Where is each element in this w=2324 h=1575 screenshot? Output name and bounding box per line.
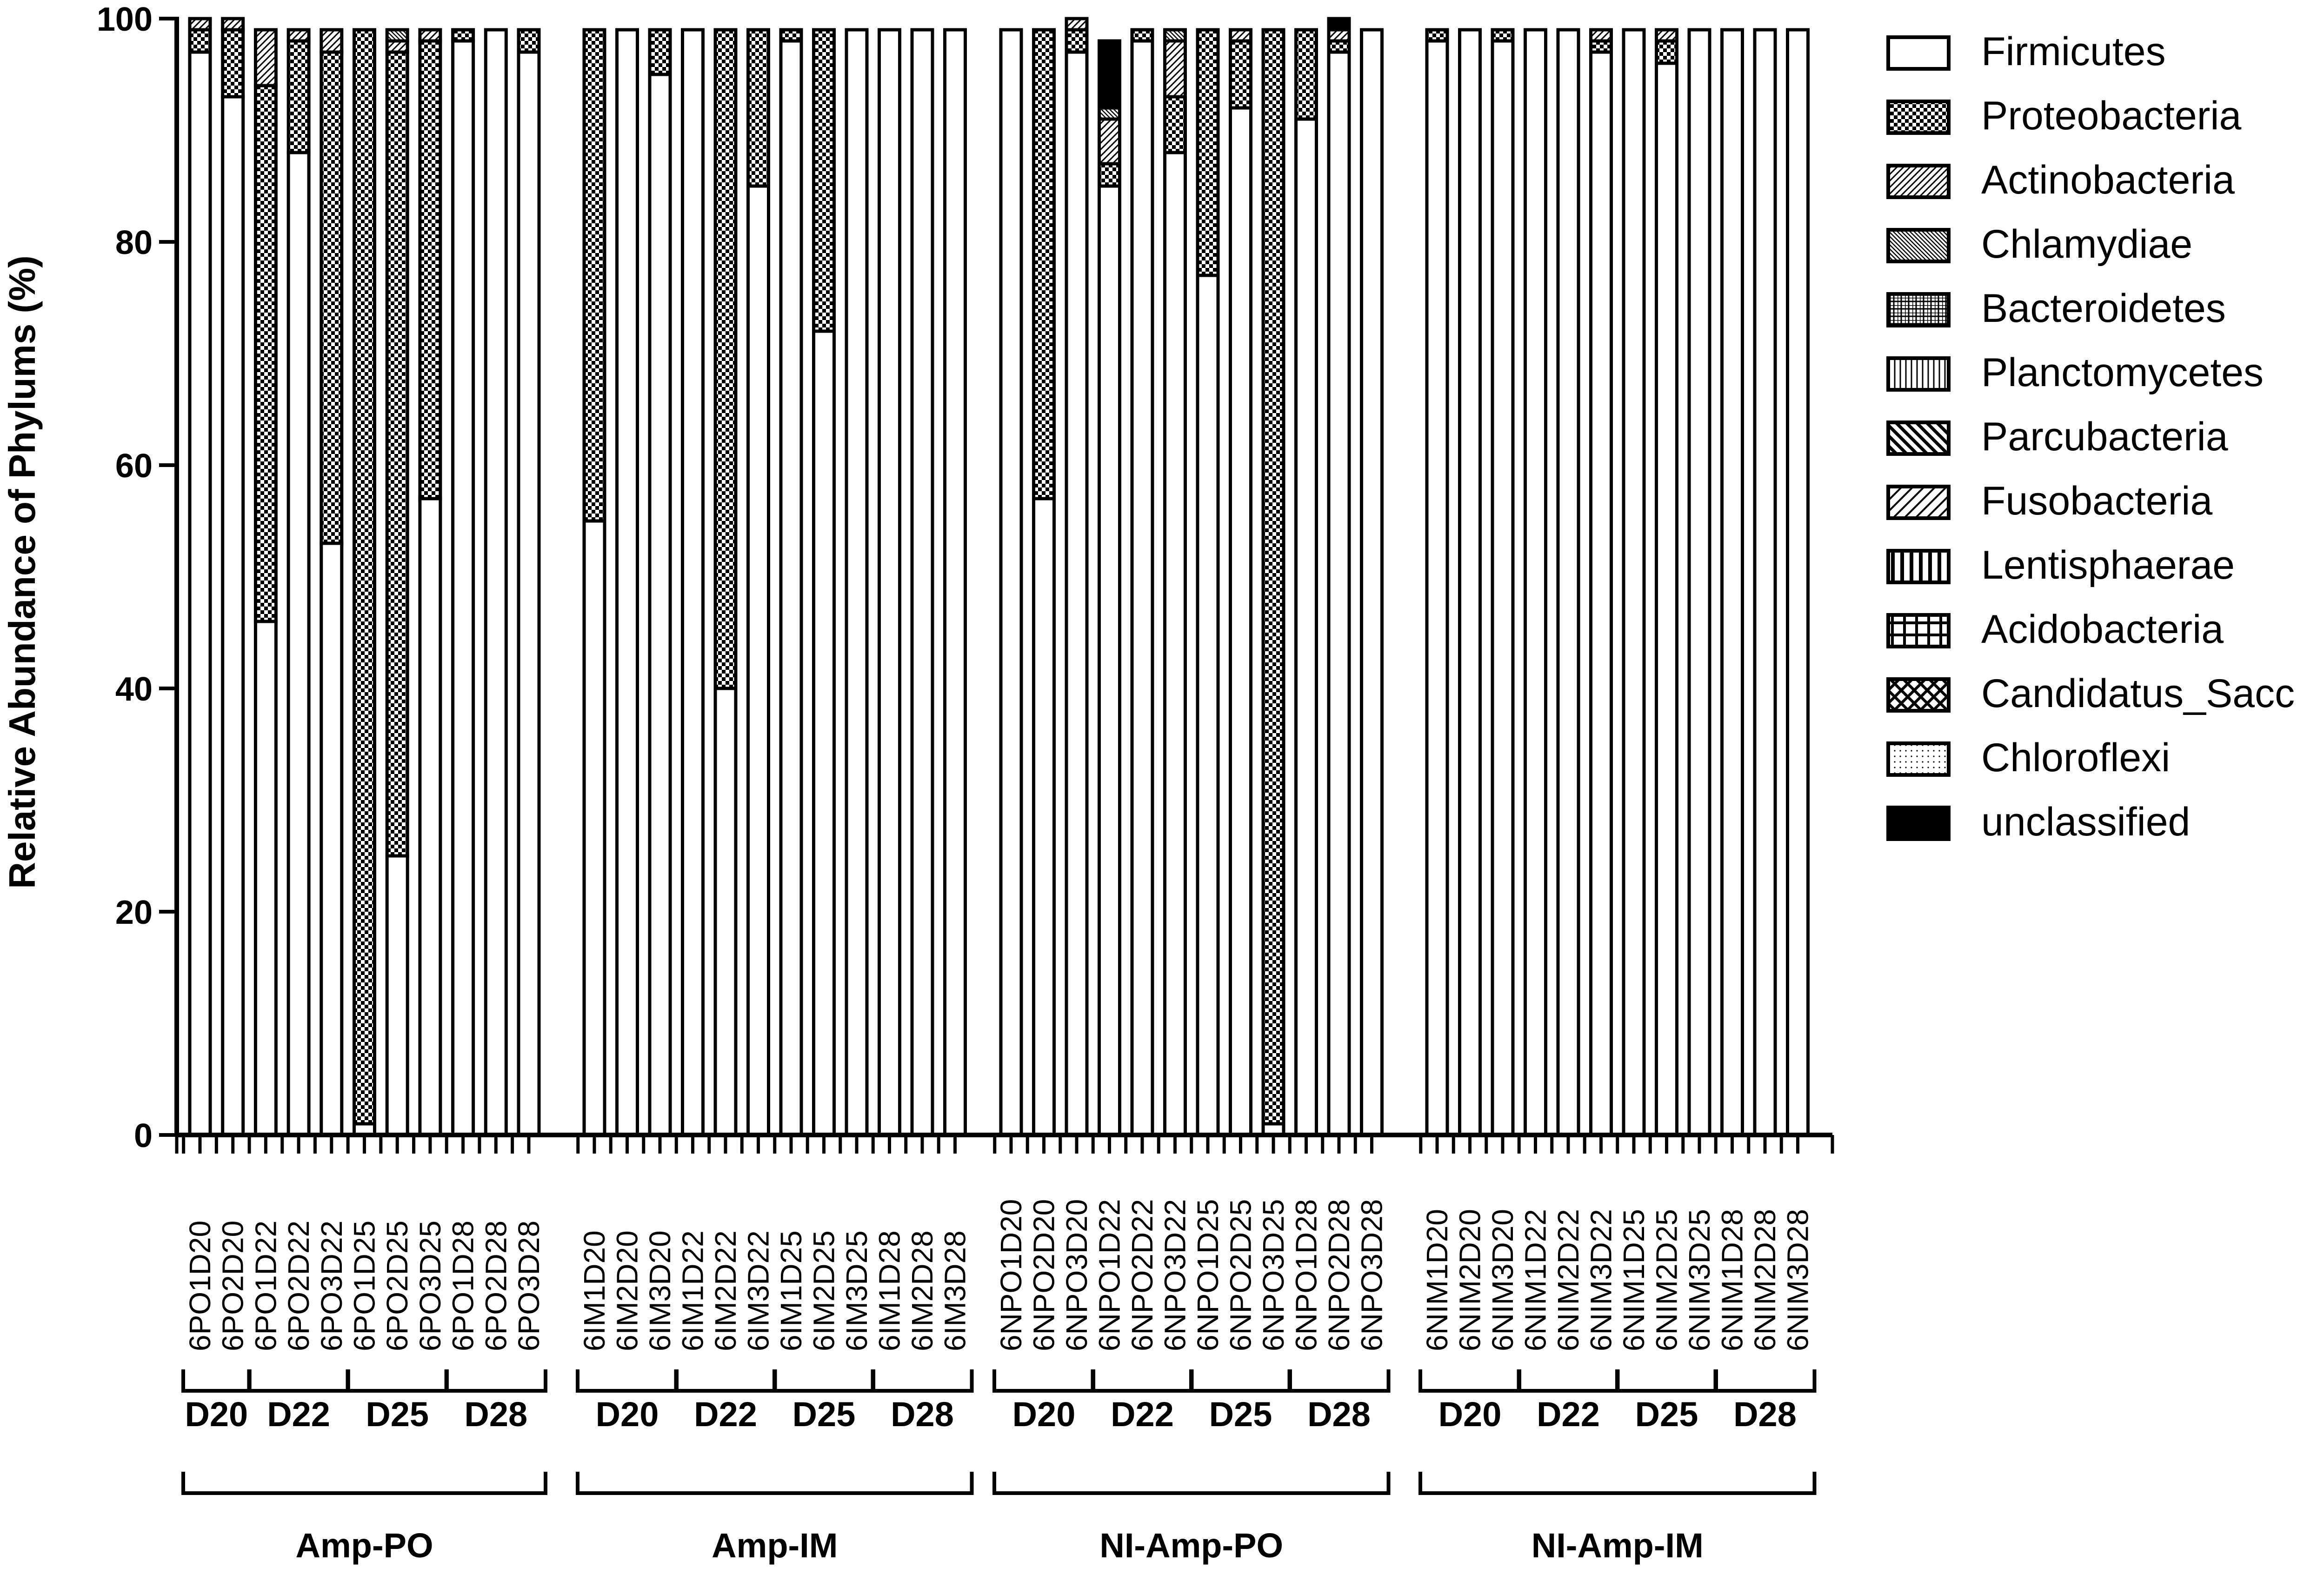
bar-segment-firmicutes <box>387 856 407 1135</box>
x-tick-label: 6PO3D22 <box>314 1220 348 1351</box>
bar-segment-firmicutes <box>1165 153 1185 1135</box>
bar-segment-chlamydiae <box>1099 108 1120 119</box>
bar-segment-proteobacteria <box>1066 30 1087 52</box>
bar-6NIM2D25 <box>1657 30 1677 1135</box>
bar-segment-firmicutes <box>1296 119 1317 1135</box>
legend-label: Fusobacteria <box>1981 479 2213 523</box>
day-group-label: D20 <box>185 1395 248 1434</box>
bar-6IM1D20 <box>584 30 605 1135</box>
bar-segment-proteobacteria <box>715 30 736 688</box>
bar-segment-firmicutes <box>288 153 309 1135</box>
legend-swatch <box>1888 743 1949 775</box>
legend-label: Chlamydiae <box>1981 222 2193 267</box>
legend-item-parcubacteria <box>1888 414 2228 459</box>
bar-segment-actinobacteria <box>321 30 342 52</box>
treatment-group-label: Amp-PO <box>295 1526 433 1565</box>
legend-swatch <box>1888 679 1949 711</box>
bar-segment-proteobacteria <box>584 30 605 521</box>
bar-segment-actinobacteria <box>1231 30 1251 41</box>
y-tick-label: 0 <box>133 1117 153 1155</box>
bar-segment-firmicutes <box>1525 30 1546 1135</box>
bar-6NIM1D20 <box>1427 30 1447 1135</box>
x-tick-label: 6IM3D20 <box>643 1230 677 1351</box>
bar-segment-proteobacteria <box>1427 30 1447 41</box>
group-bracket <box>1290 1369 1389 1391</box>
legend-label: unclassified <box>1981 800 2191 844</box>
group-bracket <box>994 1369 1093 1391</box>
bar-segment-firmicutes <box>1034 499 1054 1135</box>
legend-swatch <box>1888 294 1949 326</box>
x-tick-label: 6IM1D22 <box>676 1230 710 1351</box>
bar-6PO2D28 <box>486 30 506 1135</box>
legend-swatch <box>1888 422 1949 454</box>
x-tick-label: 6NPO2D28 <box>1322 1199 1356 1351</box>
bar-segment-unclassified <box>1099 41 1120 108</box>
x-tick-label: 6PO1D25 <box>347 1220 381 1351</box>
group-bracket <box>1191 1369 1290 1391</box>
x-tick-label: 6IM1D25 <box>774 1230 808 1351</box>
bar-segment-proteobacteria <box>748 30 769 186</box>
legend-item-proteobacteria <box>1888 93 2242 138</box>
day-group-label: D28 <box>1307 1395 1371 1434</box>
x-tick-label: 6NPO3D25 <box>1257 1199 1290 1351</box>
legend-item-chloroflexi <box>1888 735 2170 780</box>
bar-6IM2D20 <box>617 30 638 1135</box>
bar-segment-chlamydiae <box>1165 30 1185 41</box>
bar-segment-unclassified <box>1329 19 1349 30</box>
bar-6IM3D20 <box>650 30 670 1135</box>
bar-segment-firmicutes <box>1460 30 1480 1135</box>
x-tick-label: 6NPO1D25 <box>1191 1199 1225 1351</box>
treatment-group-label: Amp-IM <box>712 1526 838 1565</box>
bar-segment-firmicutes <box>1788 30 1808 1135</box>
day-group-label: D20 <box>1012 1395 1076 1434</box>
legend-swatch <box>1888 230 1949 261</box>
group-bracket <box>873 1369 972 1391</box>
bar-segment-proteobacteria <box>321 52 342 543</box>
day-group-label: D20 <box>595 1395 659 1434</box>
day-group-label: D25 <box>366 1395 429 1434</box>
x-tick-label: 6NIM1D22 <box>1518 1209 1552 1351</box>
bar-6NPO2D20 <box>1034 30 1054 1135</box>
bar-segment-firmicutes <box>584 521 605 1135</box>
bar-6PO1D25 <box>354 30 375 1135</box>
bar-segment-firmicutes <box>321 543 342 1135</box>
x-tick-label: 6IM1D28 <box>872 1230 906 1351</box>
bar-6NPO3D28 <box>1362 30 1382 1135</box>
bar-segment-firmicutes <box>1689 30 1710 1135</box>
group-bracket <box>578 1369 677 1391</box>
bar-segment-firmicutes <box>1722 30 1743 1135</box>
bar-segment-proteobacteria <box>1591 41 1611 52</box>
bar-segment-firmicutes <box>1132 41 1152 1135</box>
bar-6NPO2D25 <box>1231 30 1251 1135</box>
x-tick-label: 6IM3D22 <box>741 1230 775 1351</box>
bar-6NIM2D22 <box>1558 30 1578 1135</box>
bar-6NIM3D20 <box>1492 30 1513 1135</box>
bar-segment-actinobacteria <box>1657 30 1677 41</box>
x-tick-label: 6IM2D25 <box>807 1230 841 1351</box>
bar-segment-proteobacteria <box>190 30 210 52</box>
x-tick-label: 6NIM1D20 <box>1420 1209 1454 1351</box>
bar-segment-firmicutes <box>190 52 210 1135</box>
bar-segment-firmicutes <box>223 97 243 1135</box>
legend <box>1888 29 2295 844</box>
bar-6NIM1D25 <box>1624 30 1644 1135</box>
x-tick-label: 6NPO2D20 <box>1027 1199 1061 1351</box>
bar-segment-actinobacteria <box>1591 30 1611 41</box>
x-tick-label: 6PO3D28 <box>512 1220 546 1351</box>
day-group-label: D25 <box>1209 1395 1272 1434</box>
y-tick-label: 60 <box>115 447 153 485</box>
legend-item-lentisphaerae <box>1888 543 2235 587</box>
day-group-label: D22 <box>1111 1395 1174 1434</box>
legend-item-acidobacteria <box>1888 607 2224 652</box>
bar-segment-proteobacteria <box>1034 30 1054 499</box>
bar-6PO1D22 <box>255 30 276 1135</box>
bar-segment-firmicutes <box>1231 108 1251 1135</box>
bar-segment-proteobacteria <box>354 30 375 1124</box>
bar-segment-firmicutes <box>846 30 867 1135</box>
bar-segment-proteobacteria <box>650 30 670 74</box>
bar-segment-actinobacteria <box>1066 19 1087 30</box>
bar-segment-actinobacteria <box>288 30 309 41</box>
y-tick-label: 80 <box>115 224 153 261</box>
bar-6PO3D28 <box>519 30 539 1135</box>
group-bracket <box>578 1472 972 1493</box>
legend-swatch <box>1888 166 1949 197</box>
bar-segment-proteobacteria <box>223 30 243 97</box>
legend-swatch <box>1888 358 1949 390</box>
bar-segment-proteobacteria <box>1329 41 1349 52</box>
legend-item-candidatus_sacc <box>1888 671 2295 716</box>
bar-segment-firmicutes <box>519 52 539 1135</box>
x-tick-label: 6NPO1D20 <box>994 1199 1028 1351</box>
bar-segment-firmicutes <box>1591 52 1611 1135</box>
legend-swatch <box>1888 615 1949 647</box>
x-tick-label: 6PO1D22 <box>249 1220 283 1351</box>
x-tick-label: 6NPO1D28 <box>1289 1199 1323 1351</box>
bar-6NIM3D28 <box>1788 30 1808 1135</box>
day-group-label: D22 <box>1537 1395 1600 1434</box>
x-tick-label: 6PO2D20 <box>216 1220 250 1351</box>
legend-item-planctomycetes <box>1888 350 2264 395</box>
legend-label: Lentisphaerae <box>1981 543 2235 587</box>
bar-segment-proteobacteria <box>781 30 801 41</box>
bar-segment-proteobacteria <box>1099 164 1120 186</box>
bar-6IM1D22 <box>683 30 703 1135</box>
bar-segment-proteobacteria <box>387 52 407 856</box>
bar-segment-firmicutes <box>1329 52 1349 1135</box>
group-bracket <box>183 1369 250 1391</box>
legend-item-firmicutes <box>1888 29 2166 74</box>
bar-6IM2D28 <box>912 30 932 1135</box>
bar-segment-proteobacteria <box>420 41 440 499</box>
x-axis <box>177 1135 1832 1351</box>
bar-segment-proteobacteria <box>453 30 473 41</box>
x-tick-label: 6PO1D20 <box>183 1220 217 1351</box>
legend-label: Chloroflexi <box>1981 735 2171 780</box>
legend-label: Proteobacteria <box>1981 93 2242 138</box>
x-tick-label: 6IM1D20 <box>578 1230 611 1351</box>
x-tick-label: 6NIM2D20 <box>1453 1209 1487 1351</box>
bar-segment-firmicutes <box>486 30 506 1135</box>
bar-6PO2D20 <box>223 19 243 1135</box>
x-tick-label: 6NIM1D25 <box>1617 1209 1651 1351</box>
bar-segment-actinobacteria <box>1165 41 1185 97</box>
bar-segment-firmicutes <box>683 30 703 1135</box>
x-tick-label: 6IM3D25 <box>840 1230 873 1351</box>
legend-swatch <box>1888 101 1949 133</box>
x-tick-label: 6PO2D22 <box>282 1220 316 1351</box>
bar-6NPO1D25 <box>1198 30 1218 1135</box>
bar-segment-proteobacteria <box>814 30 834 331</box>
x-tick-label: 6NPO1D22 <box>1092 1199 1126 1351</box>
x-tick-label: 6IM2D28 <box>906 1230 939 1351</box>
bar-6NIM2D20 <box>1460 30 1480 1135</box>
bar-6IM3D22 <box>748 30 769 1135</box>
group-bracket <box>676 1369 775 1391</box>
bars <box>190 19 1808 1135</box>
bar-6NPO1D20 <box>1001 30 1021 1135</box>
legend-item-unclassified <box>1888 800 2190 844</box>
legend-swatch <box>1888 37 1949 69</box>
x-tick-label: 6NPO2D22 <box>1125 1199 1159 1351</box>
bar-segment-proteobacteria <box>1198 30 1218 275</box>
day-group-label: D28 <box>464 1395 528 1434</box>
legend-item-bacteroidetes <box>1888 286 2226 331</box>
bar-segment-actinobacteria <box>255 30 276 86</box>
x-tick-label: 6PO3D25 <box>413 1220 447 1351</box>
bar-6NIM3D22 <box>1591 30 1611 1135</box>
bar-6IM1D28 <box>879 30 900 1135</box>
group-bracket <box>994 1472 1389 1493</box>
x-tick-label: 6IM2D20 <box>610 1230 644 1351</box>
legend-item-chlamydiae <box>1888 222 2192 267</box>
y-axis-label: Relative Abundance of Phylums (%) <box>1 255 43 889</box>
group-bracket <box>348 1369 447 1391</box>
bar-6NPO3D22 <box>1165 30 1185 1135</box>
group-bracket <box>1716 1369 1815 1391</box>
y-tick-label: 100 <box>96 1 153 38</box>
bar-segment-firmicutes <box>814 331 834 1135</box>
bar-segment-firmicutes <box>1624 30 1644 1135</box>
group-bracket <box>249 1369 348 1391</box>
bar-segment-actinobacteria <box>387 41 407 52</box>
bar-6NPO2D28 <box>1329 19 1349 1135</box>
y-tick-label: 20 <box>115 894 153 931</box>
bar-segment-proteobacteria <box>1165 97 1185 153</box>
day-group-label: D20 <box>1438 1395 1502 1434</box>
bar-6NPO3D20 <box>1066 19 1087 1135</box>
bar-segment-actinobacteria <box>223 19 243 30</box>
x-tick-label: 6NIM2D28 <box>1748 1209 1782 1351</box>
bar-segment-firmicutes <box>1492 41 1513 1135</box>
y-tick-label: 40 <box>115 671 153 708</box>
bar-segment-firmicutes <box>255 621 276 1135</box>
x-tick-label: 6NPO3D20 <box>1060 1199 1093 1351</box>
bar-6NPO3D25 <box>1263 30 1284 1135</box>
bar-segment-firmicutes <box>1755 30 1775 1135</box>
x-tick-label: 6NIM3D22 <box>1584 1209 1618 1351</box>
x-tick-label: 6PO2D28 <box>479 1220 513 1351</box>
group-brackets <box>183 1369 1815 1565</box>
bar-6NPO1D22 <box>1099 41 1120 1135</box>
bar-segment-firmicutes <box>1427 41 1447 1135</box>
bar-segment-actinobacteria <box>420 30 440 41</box>
bar-segment-firmicutes <box>1657 63 1677 1135</box>
treatment-group-label: NI-Amp-IM <box>1531 1526 1704 1565</box>
x-tick-label: 6NIM3D28 <box>1781 1209 1815 1351</box>
treatment-group-label: NI-Amp-PO <box>1099 1526 1284 1565</box>
group-bracket <box>1420 1472 1815 1493</box>
bar-segment-proteobacteria <box>1657 41 1677 63</box>
bar-segment-firmicutes <box>945 30 966 1135</box>
bar-6IM2D22 <box>715 30 736 1135</box>
group-bracket <box>1093 1369 1192 1391</box>
x-tick-label: 6PO2D25 <box>380 1220 414 1351</box>
group-bracket <box>1519 1369 1618 1391</box>
bar-6PO2D25 <box>387 30 407 1135</box>
bar-segment-proteobacteria <box>519 30 539 52</box>
x-tick-label: 6NIM2D22 <box>1552 1209 1585 1351</box>
legend-label: Actinobacteria <box>1981 158 2235 202</box>
bar-segment-firmicutes <box>748 186 769 1135</box>
bar-segment-firmicutes <box>1558 30 1578 1135</box>
bar-6NIM1D22 <box>1525 30 1546 1135</box>
x-tick-label: 6PO1D28 <box>446 1220 480 1351</box>
day-group-label: D25 <box>1635 1395 1698 1434</box>
day-group-label: D25 <box>792 1395 856 1434</box>
legend-label: Bacteroidetes <box>1981 286 2226 331</box>
bar-6NIM3D25 <box>1689 30 1710 1135</box>
bar-segment-firmicutes <box>1001 30 1021 1135</box>
day-group-label: D22 <box>267 1395 330 1434</box>
bar-6PO2D22 <box>288 30 309 1135</box>
legend-label: Candidatus_Sacc <box>1981 671 2295 716</box>
group-bracket <box>1617 1369 1716 1391</box>
group-bracket <box>183 1472 546 1493</box>
bar-segment-firmicutes <box>617 30 638 1135</box>
bar-6NPO2D22 <box>1132 30 1152 1135</box>
bar-6IM1D25 <box>781 30 801 1135</box>
group-bracket <box>1420 1369 1519 1391</box>
x-tick-label: 6NPO3D28 <box>1355 1199 1389 1351</box>
bar-6IM2D25 <box>814 30 834 1135</box>
bar-segment-firmicutes <box>781 41 801 1135</box>
x-tick-label: 6IM2D22 <box>709 1230 742 1351</box>
bar-segment-actinobacteria <box>1099 119 1120 164</box>
legend-label: Acidobacteria <box>1981 607 2224 652</box>
bar-segment-firmicutes <box>453 41 473 1135</box>
bar-segment-firmicutes <box>912 30 932 1135</box>
bar-segment-proteobacteria <box>288 41 309 153</box>
legend-label: Firmicutes <box>1981 29 2166 74</box>
day-group-label: D22 <box>694 1395 757 1434</box>
bar-6PO1D20 <box>190 19 210 1135</box>
bar-segment-firmicutes <box>420 499 440 1135</box>
x-tick-label: 6NIM3D20 <box>1486 1209 1519 1351</box>
bar-segment-chlamydiae <box>387 30 407 41</box>
bar-6PO3D22 <box>321 30 342 1135</box>
bar-segment-proteobacteria <box>1231 41 1251 108</box>
bar-6NIM1D28 <box>1722 30 1743 1135</box>
bar-segment-firmicutes <box>1198 275 1218 1135</box>
bar-segment-firmicutes <box>715 688 736 1135</box>
x-tick-label: 6NIM2D25 <box>1650 1209 1684 1351</box>
y-axis <box>97 1 177 1155</box>
bar-6PO1D28 <box>453 30 473 1135</box>
legend-item-actinobacteria <box>1888 158 2235 202</box>
bar-segment-firmicutes <box>1066 52 1087 1135</box>
group-bracket <box>446 1369 546 1391</box>
x-tick-label: 6NPO2D25 <box>1224 1199 1258 1351</box>
day-group-label: D28 <box>891 1395 954 1434</box>
bar-segment-firmicutes <box>650 74 670 1135</box>
bar-segment-firmicutes <box>1362 30 1382 1135</box>
bar-6IM3D28 <box>945 30 966 1135</box>
bar-6PO3D25 <box>420 30 440 1135</box>
legend-label: Planctomycetes <box>1981 350 2264 395</box>
bar-segment-firmicutes <box>1099 186 1120 1135</box>
legend-swatch <box>1888 487 1949 518</box>
legend-item-fusobacteria <box>1888 479 2212 523</box>
day-group-label: D28 <box>1733 1395 1797 1434</box>
x-tick-label: 6NIM1D28 <box>1715 1209 1749 1351</box>
legend-swatch <box>1888 551 1949 582</box>
bar-segment-actinobacteria <box>1329 30 1349 41</box>
bar-6NIM2D28 <box>1755 30 1775 1135</box>
x-tick-label: 6NPO3D22 <box>1158 1199 1192 1351</box>
bar-segment-proteobacteria <box>255 86 276 621</box>
x-tick-label: 6NIM3D25 <box>1683 1209 1716 1351</box>
bar-segment-firmicutes <box>879 30 900 1135</box>
group-bracket <box>774 1369 873 1391</box>
bar-segment-proteobacteria <box>1492 30 1513 41</box>
bar-segment-proteobacteria <box>1263 30 1284 1124</box>
bar-segment-proteobacteria <box>1132 30 1152 41</box>
bar-6IM3D25 <box>846 30 867 1135</box>
legend-swatch <box>1888 808 1949 839</box>
bar-segment-actinobacteria <box>190 19 210 30</box>
bar-segment-proteobacteria <box>1296 30 1317 119</box>
legend-label: Parcubacteria <box>1981 414 2228 459</box>
bar-6NPO1D28 <box>1296 30 1317 1135</box>
x-tick-label: 6IM3D28 <box>938 1230 972 1351</box>
